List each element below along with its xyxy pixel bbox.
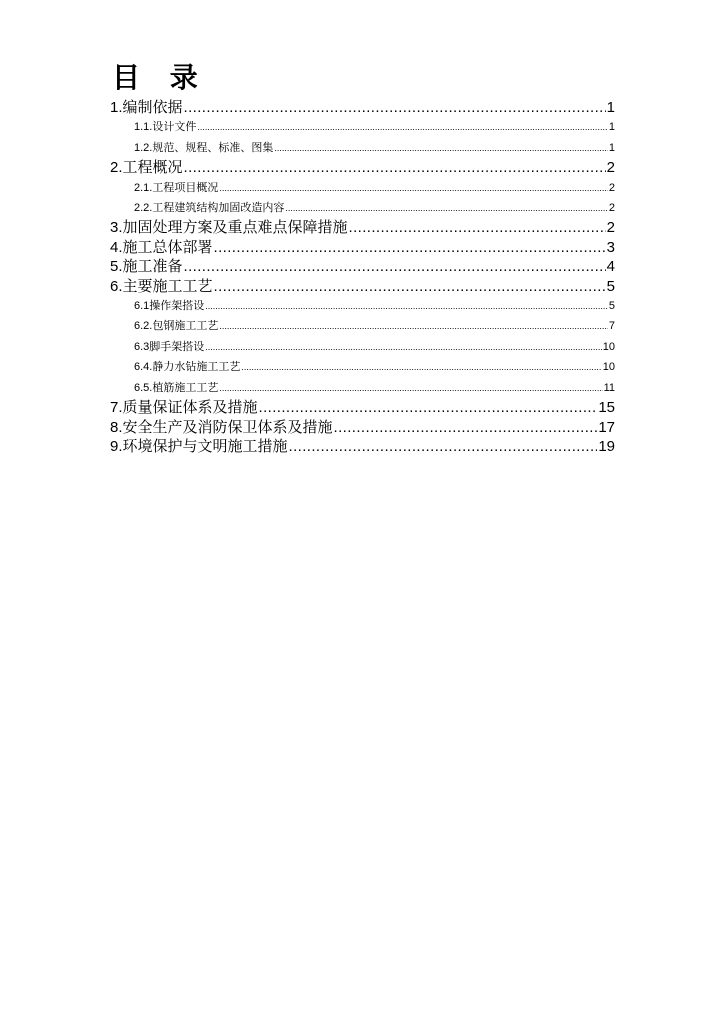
toc-entry-text: 操作架搭设 [149,299,205,313]
toc-entry-page: 2 [606,219,615,237]
toc-entry-number: 5. [110,258,123,276]
toc-entry-page: 15 [598,399,615,417]
toc-entry-number: 6. [110,277,123,295]
toc-entry-page: 7 [608,320,615,333]
toc-entry-page: 11 [603,381,615,394]
toc-entry-text: 质量保证体系及措施 [122,398,258,417]
dot-leader [349,218,606,237]
toc-entry-6-1[interactable] [110,296,615,316]
toc-entry-text: 安全生产及消防保卫体系及措施 [122,417,333,436]
dot-leader [274,138,608,158]
toc-entry-8[interactable] [110,418,615,437]
dot-leader [184,98,606,117]
dot-leader [214,238,606,257]
dot-leader [184,257,606,276]
toc-entry-number: 6.3 [134,340,150,353]
toc-entry-page: 10 [602,340,615,353]
dot-leader [205,337,601,357]
dot-leader [289,437,598,456]
dot-leader [205,296,608,316]
toc-entry-2-2[interactable] [110,198,615,218]
toc-entry-page: 5 [608,300,615,313]
toc-entry-6-4[interactable] [110,357,615,377]
toc-entry-text: 工程项目概况 [152,180,219,194]
toc-entry-text: 加固处理方案及重点难点保障措施 [122,218,348,237]
toc-entry-text: 规范、规程、标准、图集 [152,140,274,154]
toc-entry-page: 17 [598,418,615,436]
toc-entry-2-1[interactable] [110,178,615,198]
toc-entry-1-2[interactable] [110,138,615,158]
toc-entry-page: 4 [606,258,615,276]
toc-entry-1-1[interactable] [110,117,615,137]
toc-entry-text: 环境保护与文明施工措施 [122,436,288,455]
dot-leader [184,158,606,177]
toc-entry-number: 9. [110,437,123,455]
toc-entry-page: 2 [608,181,615,194]
toc-entry-page: 3 [606,238,615,256]
toc-entry-number: 1.1. [134,121,153,134]
dot-leader [214,277,606,296]
toc-entry-text: 施工准备 [122,257,183,276]
dot-leader [241,357,601,377]
toc-entry-6-3[interactable] [110,337,615,357]
dot-leader [219,178,608,198]
toc-entry-page: 1 [608,141,615,154]
toc-entry-text: 工程建筑结构加固改造内容 [152,201,285,215]
toc-entry-4[interactable] [110,238,615,257]
toc-entry-page: 19 [598,437,615,455]
toc-entry-text: 包钢施工工艺 [152,319,219,333]
toc-entry-number: 4. [110,238,123,256]
toc-entry-text: 施工总体部署 [122,237,213,256]
toc-entry-6-2[interactable] [110,316,615,336]
toc-entry-text: 脚手架搭设 [149,339,205,353]
toc-entry-5[interactable] [110,257,615,276]
toc-entry-page: 1 [606,99,615,116]
toc-entry-1[interactable] [110,98,615,117]
toc-entry-3[interactable] [110,218,615,237]
toc-entry-6[interactable] [110,277,615,296]
toc-entry-number: 3. [110,219,123,237]
dot-leader [219,378,602,398]
toc-entry-number: 6.4. [134,361,153,374]
table-of-contents [110,98,615,456]
toc-entry-number: 2.1. [134,181,153,194]
toc-entry-page: 5 [606,277,615,295]
toc-entry-number: 6.1 [134,300,150,313]
dot-leader [197,117,608,137]
toc-entry-text: 静力水钻施工工艺 [152,360,241,374]
toc-entry-6-5[interactable] [110,378,615,398]
toc-entry-2[interactable] [110,158,615,177]
dot-leader [334,418,598,437]
toc-entry-number: 1.2. [134,141,153,154]
toc-entry-page: 2 [608,202,615,215]
toc-entry-number: 8. [110,418,123,436]
toc-entry-page: 1 [608,121,615,134]
toc-entry-number: 6.5. [134,381,153,394]
toc-entry-9[interactable] [110,437,615,456]
toc-entry-number: 6.2. [134,320,153,333]
toc-title: 目 录 [112,61,208,94]
toc-entry-text: 工程概况 [122,158,183,177]
dot-leader [285,198,608,218]
toc-entry-7[interactable] [110,398,615,417]
toc-entry-text: 植筋施工工艺 [152,380,219,394]
dot-leader [259,398,598,417]
toc-entry-text: 主要施工工艺 [122,276,213,295]
toc-entry-page: 2 [606,159,615,177]
toc-entry-text: 设计文件 [152,120,197,134]
dot-leader [219,316,608,336]
toc-entry-number: 1. [110,99,123,116]
toc-entry-page: 10 [602,361,615,374]
toc-entry-text: 编制依据 [122,98,183,116]
toc-entry-number: 2.2. [134,202,153,215]
toc-entry-number: 7. [110,399,123,417]
toc-entry-number: 2. [110,159,123,177]
